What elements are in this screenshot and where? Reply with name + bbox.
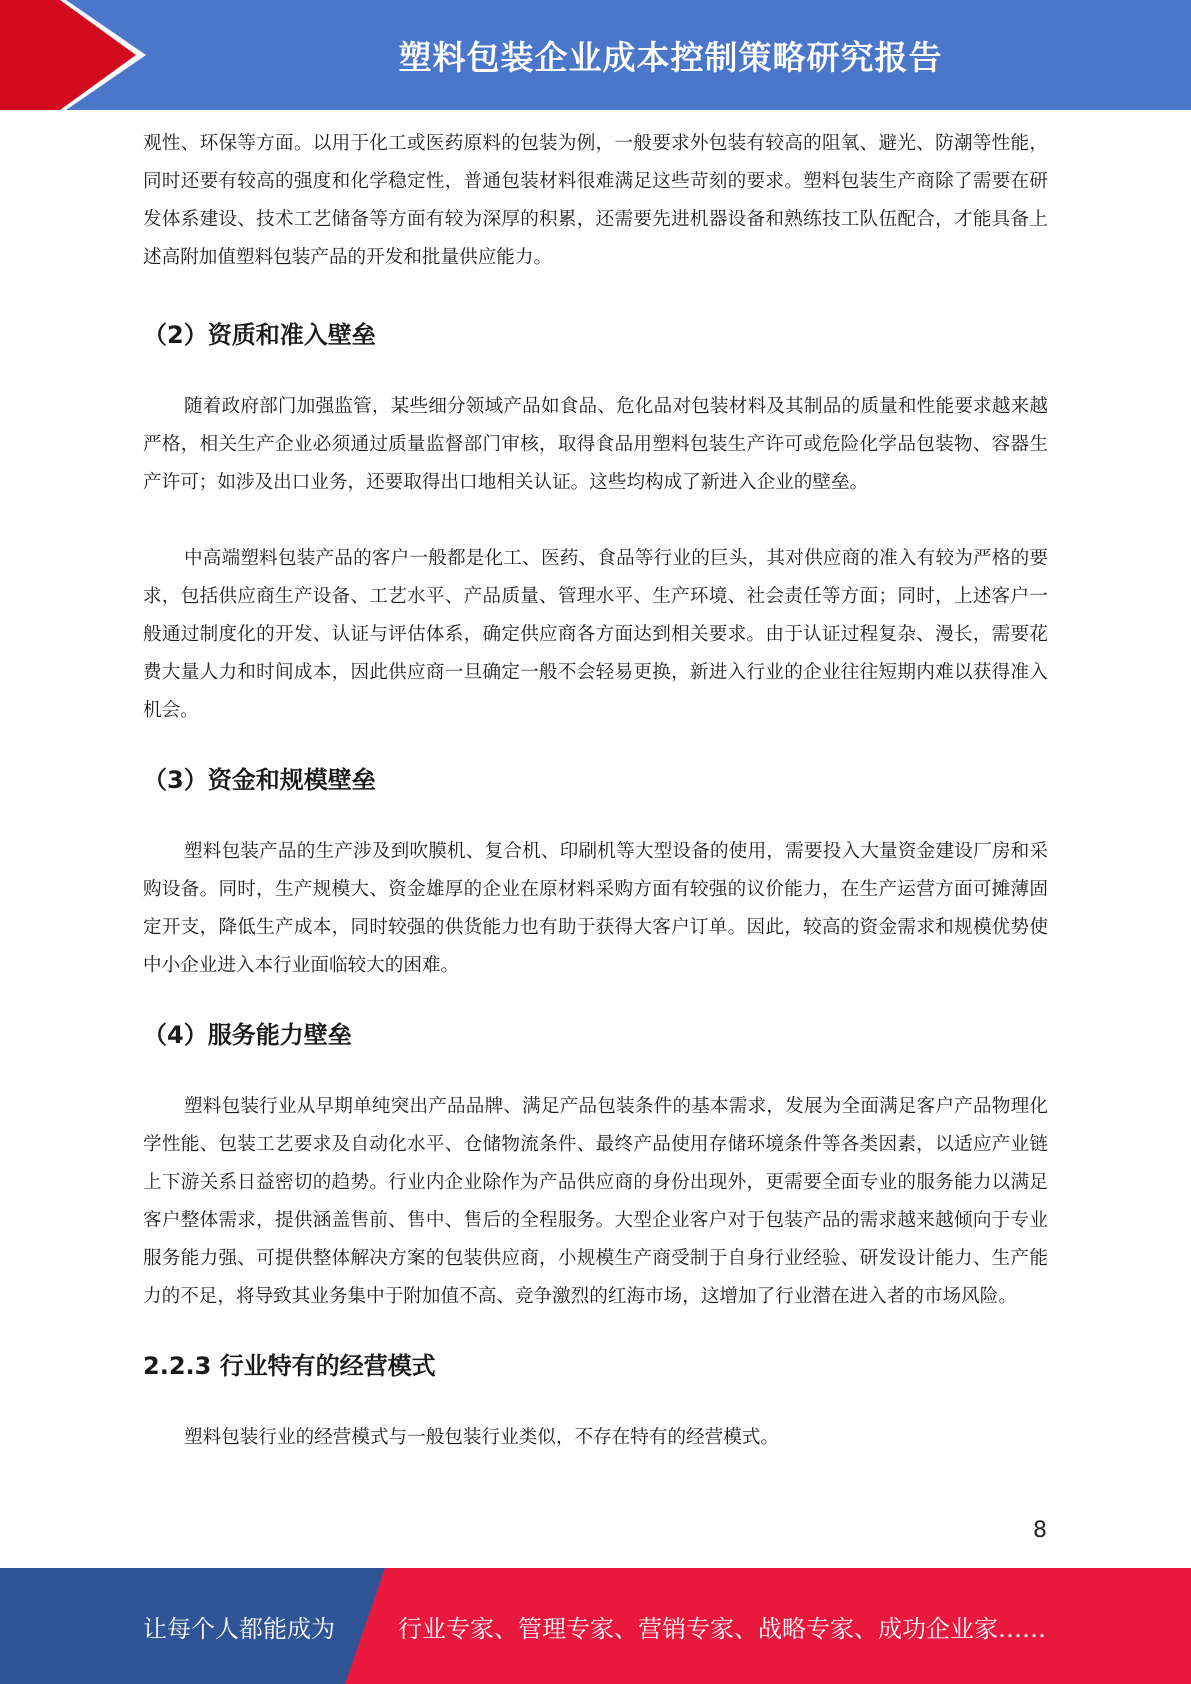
footer-slogan-right: 行业专家、管理专家、营销专家、战略专家、成功企业家……: [398, 1614, 1046, 1643]
report-title: 塑料包装企业成本控制策略研究报告: [398, 37, 943, 77]
section-heading-3: （3）资金和规模壁垒: [143, 766, 376, 794]
section-heading-2: （2）资质和准入壁垒: [143, 321, 376, 349]
section-2-paragraph-2: 中高端塑料包装产品的客户一般都是化工、医药、食品等行业的巨头，其对供应商的准入有较为严格的要求，包括供应商生产设备、工艺水平、产品质量、管理水平、生产环境、社会责任等方面；同时，上述客户一般通过制度化的开发、认证与评估体系，确定供应商各方面达到相关要求。由于认证过程复杂、漫长，需要花费大量人力和时间成本，因此供应商一旦确定一般不会轻易更换，新进入行业的企业往往短期内难以获得准入机会。: [143, 548, 1048, 721]
page-footer: [0, 1568, 1191, 1684]
section-223-paragraph: 塑料包装行业的经营模式与一般包装行业类似，不存在特有的经营模式。: [184, 1427, 780, 1448]
section-heading-223: 2.2.3 行业特有的经营模式: [143, 1352, 436, 1380]
document-body: [143, 125, 1048, 1457]
page-header: [0, 0, 1191, 110]
section-heading-4: （4）服务能力壁垒: [143, 1021, 352, 1049]
footer-slogan-left: 让每个人都能成为: [143, 1614, 335, 1643]
section-2-paragraph-1: 随着政府部门加强监管，某些细分领域产品如食品、危化品对包装材料及其制品的质量和性能要求越来越严格，相关生产企业必须通过质量监督部门审核，取得食品用塑料包装生产许可或危险化学品包装物、容器生产许可；如涉及出口业务，还要取得出口地相关认证。这些均构成了新进入企业的壁垒。: [143, 396, 1048, 493]
section-3-paragraph: 塑料包装产品的生产涉及到吹膜机、复合机、印刷机等大型设备的使用，需要投入大量资金建设厂房和采购设备。同时，生产规模大、资金雄厚的企业在原材料采购方面有较强的议价能力，在生产运营方面可摊薄固定开支，降低生产成本，同时较强的供货能力也有助于获得大客户订单。因此，较高的资金需求和规模优势使中小企业进入本行业面临较大的困难。: [143, 841, 1048, 976]
section-4-paragraph: 塑料包装行业从早期单纯突出产品品牌、满足产品包装条件的基本需求，发展为全面满足客户产品物理化学性能、包装工艺要求及自动化水平、仓储物流条件、最终产品使用存储环境条件等各类因素，以适应产业链上下游关系日益密切的趋势。行业内企业除作为产品供应商的身份出现外，更需要全面专业的服务能力以满足客户整体需求，提供涵盖售前、售中、售后的全程服务。大型企业客户对于包装产品的需求越来越倾向于专业服务能力强、可提供整体解决方案的包装供应商，小规模生产商受制于自身行业经验、研发设计能力、生产能力的不足，将导致其业务集中于附加值不高、竞争激烈的红海市场，这增加了行业潜在进入者的市场风险。: [143, 1096, 1048, 1307]
intro-paragraph: 观性、环保等方面。以用于化工或医药原料的包装为例，一般要求外包装有较高的阻氧、避光、防潮等性能，同时还要有较高的强度和化学稳定性，普通包装材料很难满足这些苛刻的要求。塑料包装生产商除了需要在研发体系建设、技术工艺储备等方面有较为深厚的积累，还需要先进机器设备和熟练技工队伍配合，才能具备上述高附加值塑料包装产品的开发和批量供应能力。: [143, 133, 1048, 268]
page-number: 8: [1033, 1518, 1047, 1543]
